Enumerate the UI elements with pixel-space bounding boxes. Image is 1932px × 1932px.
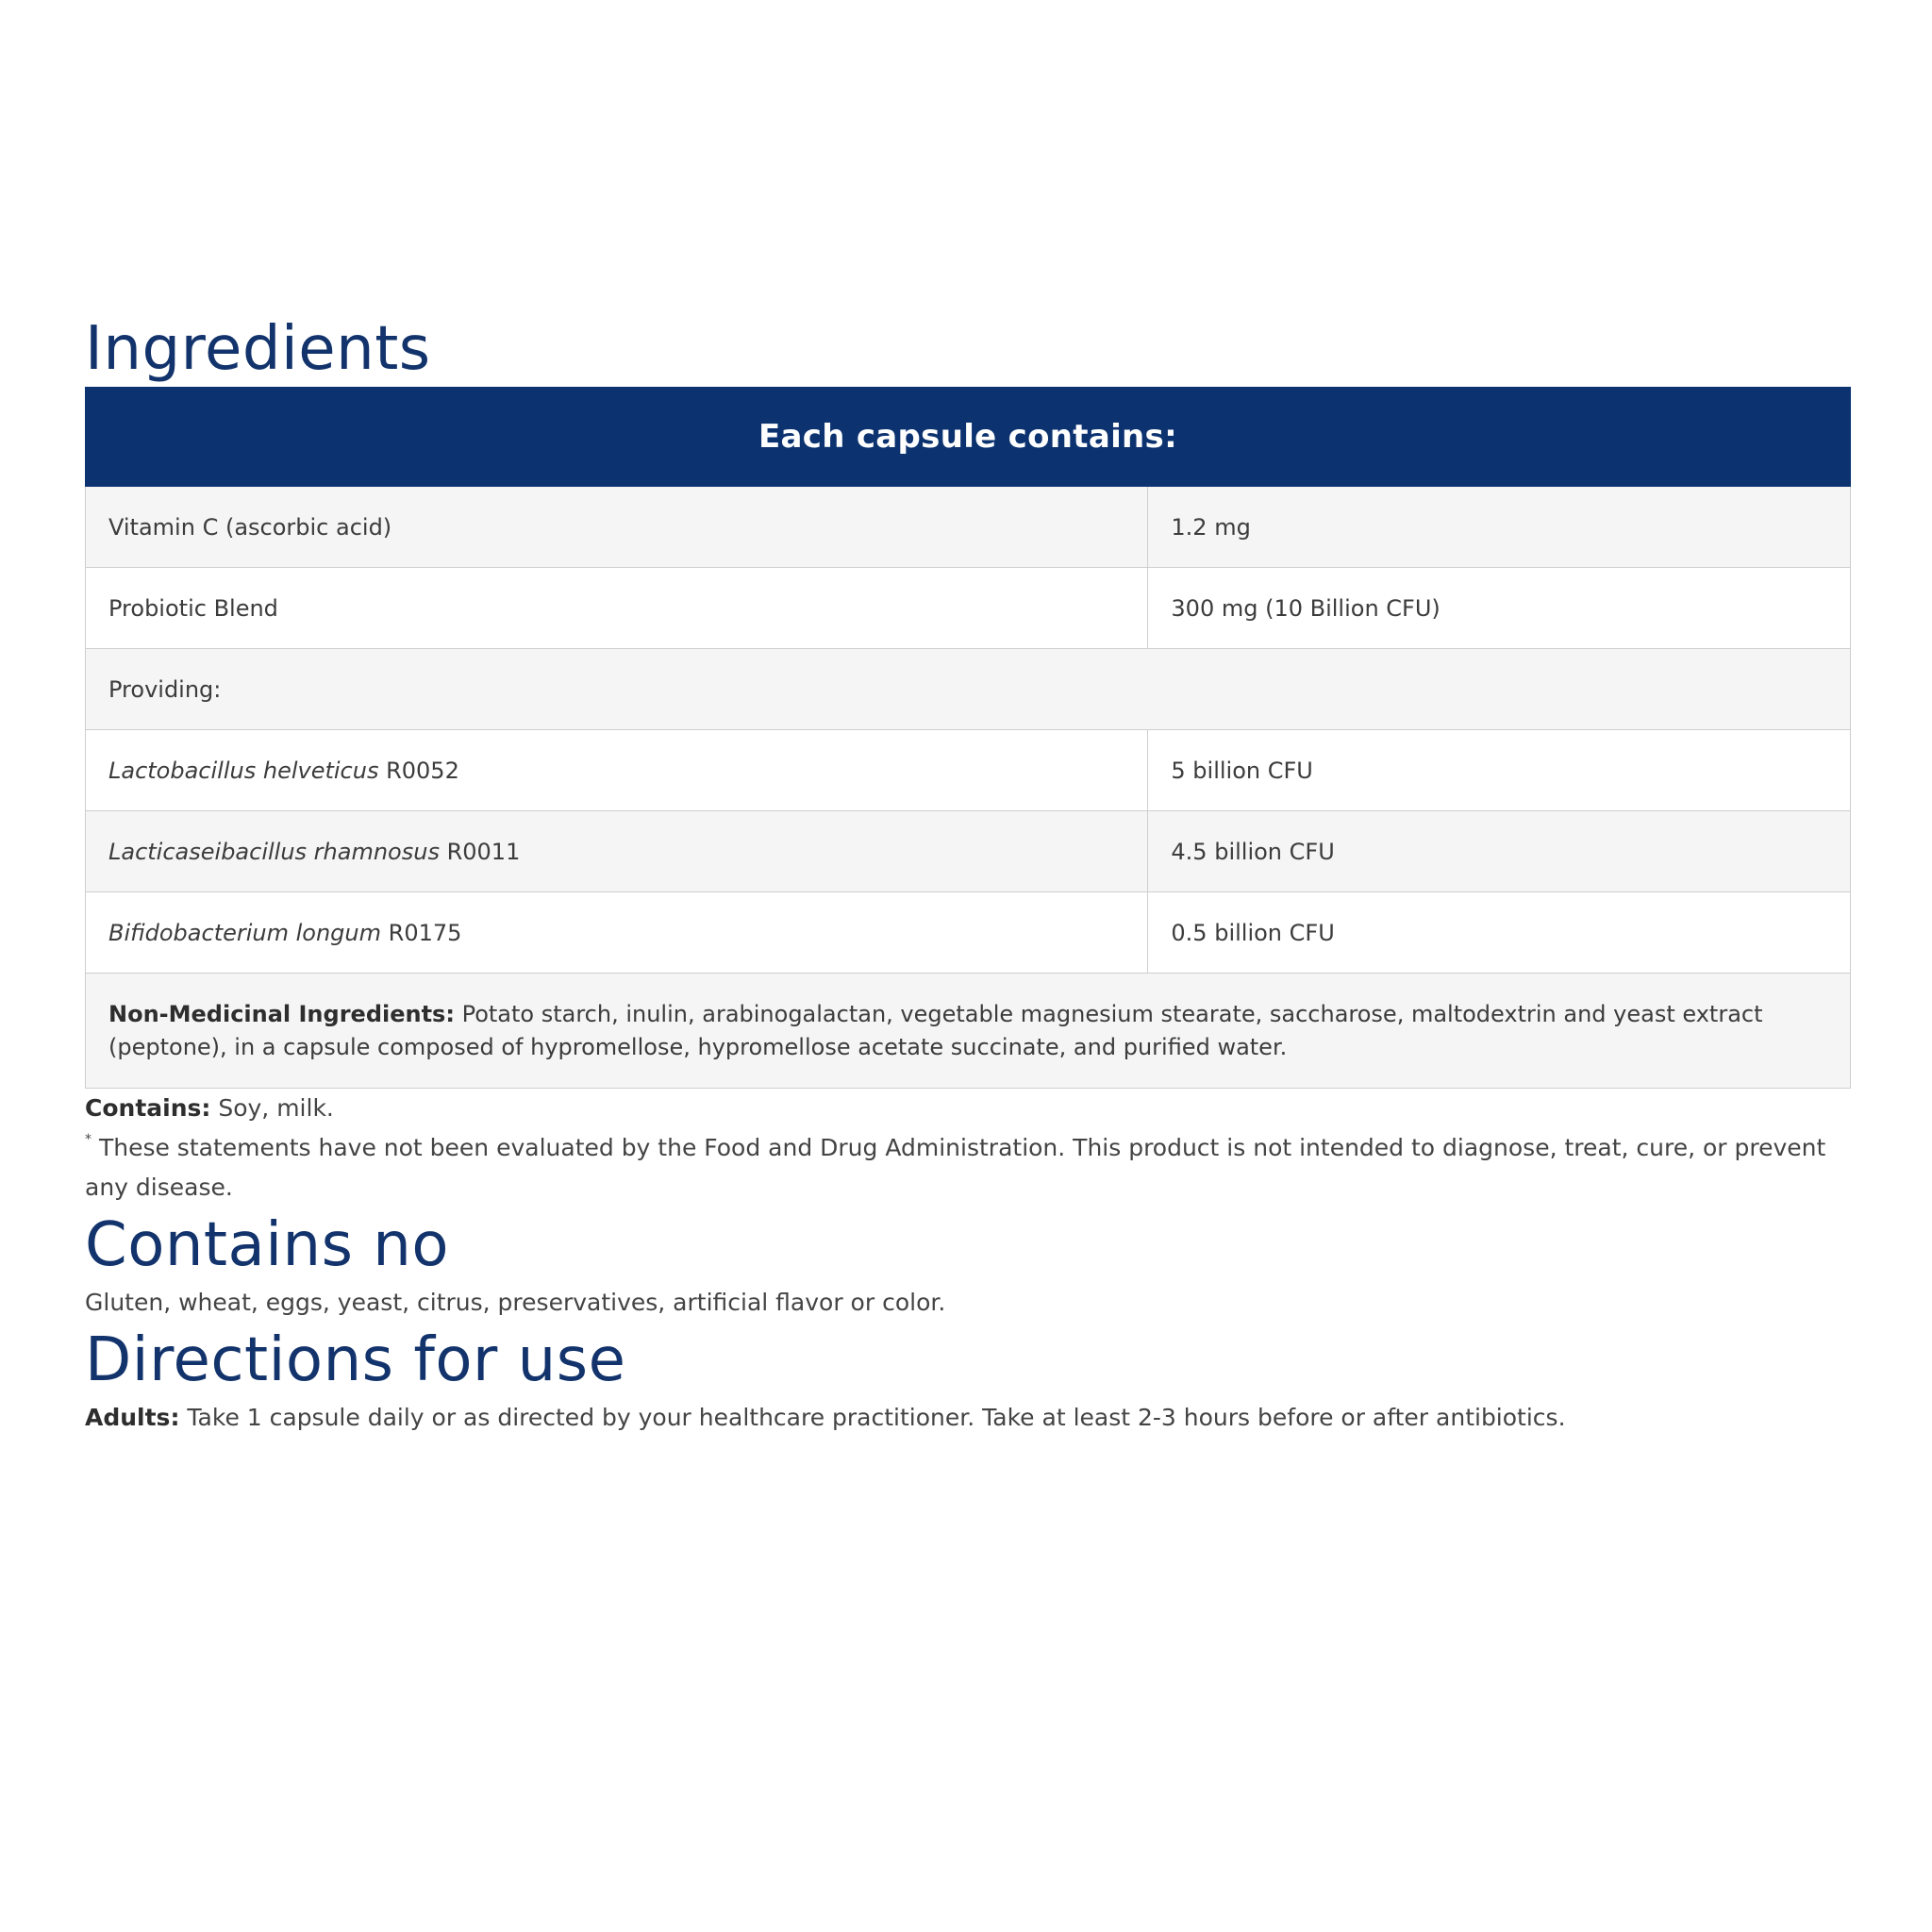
strain-cell	[86, 730, 1148, 811]
product-info-content	[85, 311, 1851, 1438]
table-row	[86, 811, 1851, 892]
strain-species: Lactobacillus helveticus	[108, 757, 379, 784]
strain-code: R0052	[386, 757, 459, 784]
table-row	[86, 974, 1851, 1089]
contains-no-text: Gluten, wheat, eggs, yeast, citrus, preservatives, artificial flavor or color.	[85, 1289, 946, 1316]
table-row	[86, 730, 1851, 811]
contains-line	[85, 1089, 1851, 1128]
table-row	[86, 568, 1851, 649]
ingredients-table	[85, 387, 1851, 1089]
disclaimer	[85, 1128, 1851, 1208]
ingredient-amount: 1.2 mg	[1148, 487, 1851, 568]
table-header-row	[86, 388, 1851, 487]
strain-cell	[86, 892, 1148, 974]
directions-line	[85, 1398, 1851, 1438]
strain-amount: 4.5 billion CFU	[1148, 811, 1851, 892]
strain-amount: 5 billion CFU	[1148, 730, 1851, 811]
non-medicinal-text: Potato starch, inulin, arabinogalactan, vegetable magnesium stearate, saccharose, maltodextrin and yeast extract (peptone), in a capsule composed of hypromellose, hypromellose acetate succinate, and purified water.	[108, 1000, 1763, 1060]
providing-label: Providing:	[86, 649, 1851, 730]
disclaimer-marker: *	[85, 1132, 92, 1147]
strain-amount: 0.5 billion CFU	[1148, 892, 1851, 974]
directions-heading: Directions for use	[85, 1325, 626, 1395]
strain-species: Lacticaseibacillus rhamnosus	[108, 838, 440, 865]
ingredients-heading: Ingredients	[85, 314, 431, 384]
directions-text: Take 1 capsule daily or as directed by your healthcare practitioner. Take at least 2-3 hours before or after antibiotics.	[187, 1404, 1566, 1431]
table-row	[86, 892, 1851, 974]
non-medicinal-label: Non-Medicinal Ingredients:	[108, 1000, 455, 1027]
directions-label: Adults:	[85, 1404, 180, 1431]
non-medicinal-ingredients	[86, 974, 1851, 1089]
ingredient-name: Probiotic Blend	[86, 568, 1148, 649]
contains-text: Soy, milk.	[218, 1094, 334, 1122]
table-row	[86, 487, 1851, 568]
disclaimer-text: These statements have not been evaluated by the Food and Drug Administration. This product is not intended to diagnose, treat, cure, or prevent any disease.	[85, 1134, 1826, 1201]
strain-species: Bifidobacterium longum	[108, 919, 382, 946]
ingredient-name: Vitamin C (ascorbic acid)	[86, 487, 1148, 568]
ingredient-amount: 300 mg (10 Billion CFU)	[1148, 568, 1851, 649]
strain-code: R0011	[446, 838, 521, 865]
table-header: Each capsule contains:	[86, 388, 1851, 487]
contains-no-heading: Contains no	[85, 1210, 449, 1280]
contains-label: Contains:	[85, 1094, 211, 1122]
strain-code: R0175	[388, 919, 462, 946]
table-row	[86, 649, 1851, 730]
strain-cell	[86, 811, 1148, 892]
